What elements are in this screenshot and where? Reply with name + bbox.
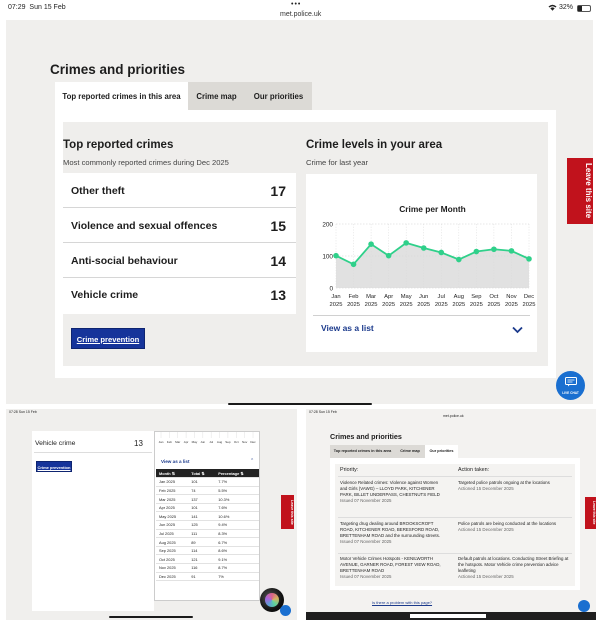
crime-name: Vehicle crime [35,440,76,447]
data-point [526,256,532,262]
crime-per-month-chart [306,174,537,314]
month-cell: Jan 2025 [156,478,188,487]
x-tick-label: Jun [200,440,206,444]
live-chat-label: LIVE CHAT [562,391,579,395]
x-tick-label: May [400,294,412,300]
main-screenshot [6,20,593,404]
priority-text: Targeting drug dealing around BROOKSCROFT ROAD, KITCHENER ROAD, BERESFORD ROAD, BRETTENHAM ROAD and the surrounding streets. [340,521,441,538]
action-item [458,480,570,492]
data-point [438,250,444,256]
total-cell: 137 [188,495,215,504]
x-tick-year: 2025 [329,302,343,308]
month-cell: Dec 2025 [156,572,188,581]
crime-count: 13 [134,439,143,448]
table-row [156,512,259,521]
tab-top-reported[interactable]: Top reported crimes in this area [330,445,395,458]
x-tick-label: Dec [523,294,535,300]
x-tick-label: Sep [225,440,231,444]
month-cell: Oct 2025 [156,555,188,564]
tab-our-priorities[interactable]: Our priorities [425,445,458,458]
view-as-list-toggle[interactable]: View as a list [161,459,190,464]
x-tick-label: Oct [233,440,239,444]
data-point [421,245,427,251]
table-row [156,529,259,538]
table-row [156,572,259,581]
total-cell: 91 [188,572,215,581]
problem-with-page-link[interactable]: Is there a problem with this page? [372,600,433,605]
crime-row [63,174,296,208]
battery-level: 32% [559,4,574,11]
col-total[interactable]: Total ⇅ [188,469,215,478]
crime-name: Other theft [71,185,125,197]
y-tick-label: 0 [329,285,333,293]
table-row [156,555,259,564]
data-point [456,257,462,263]
x-tick-year: 2025 [417,302,431,308]
chart-card [306,174,537,352]
live-chat-button[interactable] [556,371,585,400]
crime-row [63,278,296,312]
priorities-screenshot [306,409,596,620]
leave-this-site-button[interactable]: Leave this site [281,495,294,529]
table-row [156,486,259,495]
action-text: Police patrols are being conducted at the locations [458,521,557,526]
x-tick-year: 2025 [434,302,448,308]
total-cell: 121 [188,555,215,564]
monthly-table [156,469,259,581]
data-point [351,262,357,268]
x-tick-year: 2025 [505,302,518,308]
percentage-cell: 7.7% [215,478,259,487]
x-tick-label: Feb [348,294,359,300]
table-row [156,538,259,547]
address-bar-url[interactable]: met.police.uk [280,11,322,18]
address-bar-url[interactable]: met.police.uk [443,414,464,418]
total-cell: 89 [188,538,215,547]
crime-count: 13 [270,287,286,303]
crime-name: Violence and sexual offences [71,220,218,232]
total-cell: 101 [188,478,215,487]
x-tick-label: Feb [166,440,172,444]
x-tick-label: Dec [250,440,256,444]
status-time: 07:28 Sun 15 Feb [309,410,337,414]
priority-text: Violence Related crimes: Violence against Women and Girls (VAWG) – LLOYD PARK, KITCHENER PARK, BILLET UNDERPASS, CHESTNUTS FIELD [340,480,440,497]
total-cell: 141 [188,512,215,521]
more-dots[interactable]: ••• [291,1,302,8]
x-tick-year: 2025 [382,302,396,308]
crime-count: 14 [270,253,286,269]
crime-levels-subheading: Crime for last year [306,158,369,167]
table-row [156,503,259,512]
page-footer [306,612,596,620]
x-tick-year: 2025 [522,302,536,308]
chevron-up-icon[interactable]: ⌃ [250,458,255,464]
x-tick-label: Jul [437,294,445,300]
table-row [156,564,259,573]
percentage-cell: 7% [215,572,259,581]
data-point [491,246,497,252]
x-tick-label: May [191,440,198,444]
crime-row [63,244,296,278]
percentage-cell: 7.6% [215,503,259,512]
table-row [156,495,259,504]
percentage-cell: 9.4% [215,521,259,530]
action-date: Actioned 15 December 2025 [458,573,514,579]
leave-this-site-button[interactable]: Leave this site [567,158,593,224]
x-tick-label: Mar [175,440,181,444]
month-cell: Jul 2025 [156,529,188,538]
x-tick-year: 2025 [469,302,483,308]
data-point [368,241,374,247]
action-date: Actioned 15 December 2025 [458,526,514,532]
priority-date: Issued 07 November 2025 [340,538,392,544]
x-tick-year: 2025 [347,302,360,308]
action-text: Default patrols at locations. Conducting Street Briefing at the hotspots. Motor Vehicle crime prevention advice leafleting [458,556,569,573]
priority-item [340,480,445,504]
x-tick-label: Jul [209,440,214,444]
status-time: 07:29 Sun 15 Feb [8,4,66,11]
tab-crime-map[interactable]: Crime map [395,445,425,458]
percentage-cell: 10.6% [215,512,259,521]
x-tick-year: 2025 [452,302,466,308]
priority-item [340,556,445,580]
total-cell: 125 [188,521,215,530]
crime-list [63,173,296,314]
x-tick-label: Aug [216,440,223,444]
x-tick-label: Oct [489,294,499,300]
x-tick-label: Nov [241,440,248,444]
x-tick-label: Mar [366,294,377,300]
chat-icon [565,377,577,387]
priority-item [340,521,445,545]
tab-crime-map[interactable]: Crime map [188,82,245,110]
crime-prevention-button[interactable]: Crime prevention [36,461,72,472]
x-tick-label: Apr [183,440,189,444]
col-percentage[interactable]: Percentage ⇅ [215,469,259,478]
status-time: 07:28 Sun 15 Feb [9,410,37,414]
crime-row [63,209,296,243]
total-cell: 101 [188,503,215,512]
total-cell: 114 [188,546,215,555]
total-cell: 116 [188,564,215,573]
month-cell: Aug 2025 [156,538,188,547]
list-view-screenshot [6,409,297,620]
home-indicator [109,616,193,618]
list-card [154,431,260,601]
x-tick-label: Sep [471,294,482,300]
crime-levels-heading: Crime levels in your area [306,139,443,151]
data-point [403,240,409,246]
priority-date: Issued 07 November 2025 [340,573,392,579]
priority-column-heading: Priority: [340,467,359,473]
top-crimes-heading: Top reported crimes [63,139,174,151]
wifi-icon [548,4,557,13]
data-point [333,253,339,259]
percentage-cell: 10.3% [215,495,259,504]
priority-date: Issued 07 November 2025 [340,497,392,503]
action-column-heading: Action taken: [458,467,490,473]
x-tick-year: 2025 [399,302,413,308]
total-cell: 111 [188,529,215,538]
month-cell: Feb 2025 [156,486,188,495]
data-point [386,253,392,259]
tab-our-priorities[interactable]: Our priorities [245,82,312,110]
action-item [458,521,570,533]
chevron-down-icon[interactable] [512,321,523,339]
percentage-cell: 8.6% [215,546,259,555]
month-cell: Apr 2025 [156,503,188,512]
total-cell: 74 [188,486,215,495]
x-tick-label: Aug [453,294,464,300]
action-date: Actioned 15 December 2025 [458,485,514,491]
x-tick-label: Jun [419,294,429,300]
action-text: Targeted police patrols ongoing at the locations [458,480,550,485]
percentage-cell: 5.5% [215,486,259,495]
percentage-cell: 9.1% [215,555,259,564]
crime-count: 15 [270,218,286,234]
priorities-panel [330,458,580,590]
x-tick-label: Nov [506,294,517,300]
month-cell: Jun 2025 [156,521,188,530]
page-title: Crimes and priorities [50,62,186,77]
priority-text: Motor Vehicle Crimes Hotspots - KENILWORTH AVENUE, GARNER ROAD, FOREST VIEW ROAD, BRETTENHAM ROAD [340,556,441,573]
x-tick-year: 2025 [364,302,378,308]
crime-count: 17 [270,183,286,199]
percentage-cell: 8.7% [215,564,259,573]
live-chat-button[interactable] [578,600,590,612]
month-cell: Mar 2025 [156,495,188,504]
month-cell: Sep 2025 [156,546,188,555]
live-chat-button[interactable] [280,605,291,616]
home-indicator [228,403,372,405]
crime-name: Vehicle crime [71,289,139,301]
leave-this-site-button[interactable]: Leave this site [585,497,596,529]
top-crimes-subheading: Most commonly reported crimes during Dec 2025 [63,158,229,167]
percentage-cell: 6.7% [215,538,259,547]
data-point [509,248,515,254]
col-month[interactable]: Month ⇅ [156,469,188,478]
percentage-cell: 8.3% [215,529,259,538]
crime-name: Anti-social behaviour [71,255,178,267]
crime-card [32,431,154,611]
x-tick-label: Jan [158,440,164,444]
x-tick-year: 2025 [487,302,501,308]
view-as-list-toggle[interactable]: View as a list [321,323,374,333]
x-tick-label: Jan [331,294,341,300]
tab-top-reported[interactable]: Top reported crimes in this area [55,82,188,110]
table-row [156,521,259,530]
chart-axis-snippet [155,432,259,452]
y-tick-label: 100 [322,253,333,261]
data-point [474,249,480,255]
month-cell: May 2025 [156,512,188,521]
table-row [156,478,259,487]
battery-icon [577,5,591,12]
x-tick-label: Apr [384,294,394,300]
crime-prevention-button[interactable]: Crime prevention [71,328,145,349]
chart-title: Crime per Month [399,204,466,214]
y-tick-label: 200 [322,221,333,229]
month-cell: Nov 2025 [156,564,188,573]
page-title: Crimes and priorities [330,432,402,441]
table-row [156,546,259,555]
action-item [458,556,570,580]
